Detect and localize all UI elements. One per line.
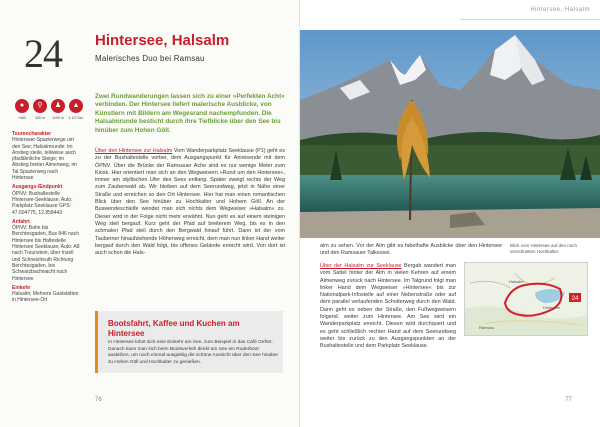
tour-info-sidebar: [12, 128, 80, 304]
section-lead: Über den Hintersee zur Halsalm: [95, 148, 173, 154]
body-paragraph: Vom Wanderparkplatz Seeklause (P1) geht es zu der Bushaltestelle vorbei, dem Ausgangspunkt für Anreisende mit dem ÖPNV. Über die Brücke der Ramsauer Ache sind es nur wenige Meter zum Kiosk. Hier orientiert man sich an den Wegweisern »Rund um den Hintersee«, immer am idyllischen Ufer des Sees entlang. Später zweigt rechts der Weg zum Zauberwald ab. Wir bleiben auf dem Seerundweg, jetzt in Nähe einer Straße und erreichen so den Ort Hintersee. Hier hat man einen romantischen Blick über den See hinüber zu Hochkalter und Hohem Göll. An der Buswendeschleife wendet man sich nichts dem Wegweiser »Halsalm« zu. Dieser wird in der Folge nicht mehr erwähnt. Nun geht es auf einem steinigen Weg steil bergauf. Kurz geht der Pfad auf breiterem Weg, bis es in den schmalen Pfad steil durch den Bergwald hinauf führt. Dann ist der vom Tauberner hinaufziehende Höhenweg erreicht, dem man nun linker Hand weiter bergauf durch den Wald folgt, bis offenes Gelände erreicht wird. Von dort ist auch schon die Hals-: [95, 148, 285, 257]
sidebar-text: ÖPNV: Bushaltestelle Hintersee-Seeklause; Auto: Parkplatz Seeklause GPS: 47.604775, 12.858443: [12, 190, 73, 216]
page-number: 77: [565, 397, 572, 403]
continued-text: alm zu sehen. Vor der Alm gibt es fabelhafte Ausblicke über den Hintersee und den Ramsauer Talkessel.: [320, 243, 502, 257]
map-badge: 24: [571, 296, 579, 302]
sidebar-head: Einkehr: [12, 284, 31, 291]
info-icons: [14, 98, 86, 120]
body-text: [95, 148, 285, 257]
icon-value: 1190 m: [52, 116, 64, 120]
icon-value: +460: [18, 116, 26, 120]
sidebar-text: ÖPNV: Bahn bis Berchtesgaden, Bus 846 nach Hintersee bis Haltestelle Hintersee Seeklause; Auto: A8 nach Traunstein, über Inzell und Schneizlreuth Richtung Berchtesgaden, bei Schwarzbachwacht nach Hintersee: [12, 225, 80, 282]
tip-title: Bootsfahrt, Kaffee und Kuchen am Hintersee: [108, 319, 240, 338]
sidebar-head: Anfahrt: [12, 218, 30, 225]
body-paragraph: Bergab wandert man vom Sattel hinter der Alm in vielen Kehren auf einem Almenweg zurück nach Hintersee. Im Talgrund folgt man linker Hand dem Wegweiser »Hintersee« bis zur Nationalpark-Infostelle auf einer Nebenstraße oder auf dem parallel verlaufenden Schotterweg durch den Wald. Dann geht es neben der Straße, den Fußwegweisern folgend, weiter zum Hintersee. Am See wird ein Wanderparkplatz erreicht. Diesen wird durchquert und es geht schließlich rechter Hand auf dem Seerundweg weiter bis zurück zu den Ausgangspunkten an der Bushaltestelle und dem Parkplatz Seeklause.: [320, 263, 456, 350]
sidebar-head: Ausgangs-/Endpunkt: [12, 184, 63, 191]
icon-value: 4 1/2 Std.: [68, 116, 84, 120]
map-label: Halsalm: [509, 279, 524, 284]
intro-paragraph: Zwei Rundwanderungen lassen sich zu einer »Perfekten Acht« verbinden. Der Hintersee liefert malerische Ausblicke, von Künstlern mit Bildern am Wegesrand nachempfunden. Die Halsalmrunde besticht durch ihre Tiefblicke über den See bis hinüber zum Hohen Göll.: [95, 93, 285, 134]
photo-caption: Blick vom Hintersee auf den noch verschneiten Hochkalter: [510, 243, 578, 254]
running-head: Hintersee, Halsalm: [530, 7, 590, 13]
sidebar-text: Hinterseer-Spazierwege um den See; Halsalmrunde: Im Anstieg steile, teilweise auch pfadähnliche Steige; im Abstieg breiter Almenweg, im Tal Spazierweg nach Hintersee: [12, 137, 77, 182]
sidebar-text: Halsalm; Mehrere Gaststätten in Hintersee-Ort: [12, 291, 79, 304]
hike-icon: ●: [14, 98, 30, 114]
icon-value: 330 m: [35, 116, 45, 120]
map-label: Hintersee: [543, 305, 561, 310]
section-lead: Über der Halsalm zur Seeklause: [320, 263, 402, 269]
tour-title: Hintersee, Halsalm: [95, 32, 230, 49]
header-rule: [460, 19, 600, 20]
tour-number: 24: [24, 31, 62, 76]
child-icon: ♟: [50, 98, 66, 114]
running-header: [300, 0, 600, 22]
tip-box: [95, 311, 283, 373]
tour-subtitle: Malerisches Duo bei Ramsau: [95, 54, 205, 63]
route-map: [464, 262, 588, 336]
tip-text: In Hintersee lohnt sich eine Einkehr am See, zum Beispiel in das Café Gefört. Danach kann man sich beim Bootsverleih direkt am See ein Ruderboot ausleihen, um noch einmal ausgiebig die schöne Aussicht über den See hinüber zu Hohen Göll und Hochkalter zu genießen.: [108, 340, 279, 365]
page-number: 76: [95, 397, 102, 403]
sidebar-head: Tourencharakter: [12, 131, 52, 137]
map-label: Ramsau: [479, 325, 494, 330]
landscape-photo: [300, 30, 600, 238]
bike-icon: ⚲: [32, 98, 48, 114]
mountain-icon: ▲: [68, 98, 84, 114]
body-text-right: [320, 263, 456, 351]
right-page: [300, 0, 600, 427]
